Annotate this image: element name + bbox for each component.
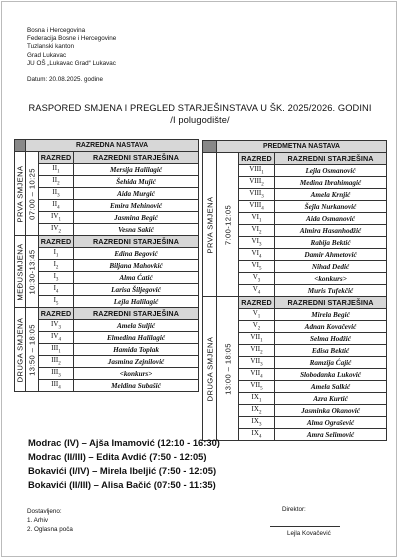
shift-time: 13:00 – 18:05 [223, 342, 232, 395]
distribution-heading: Dostavljeno: [27, 508, 62, 515]
starjesina-name: Jasmina Begić [74, 212, 199, 224]
shift-label: DRUGA SMJENA [15, 317, 25, 382]
shift-time: 7:00-12:05 [223, 204, 232, 245]
satellite-school-line: Bokavići (I/IV) – Mirela Ibeljić (7:50 - 12:05) [28, 465, 217, 476]
razred-cell: $IX_4$ [239, 429, 275, 441]
razred-cell: $II_3$ [39, 188, 74, 200]
shift-time: 10:30-13:45 [27, 249, 37, 294]
starjesina-name: Alma Ograšević [275, 417, 387, 429]
starjesina-name: Medina Ibrahimagić [275, 177, 387, 189]
distribution-item: 1. Arhiv [27, 516, 48, 524]
starjesina-name: Elmedina Halilagić [74, 332, 199, 344]
column-header-razred: RAZRED [39, 308, 74, 320]
starjesina-name: Meldina Subašić [74, 380, 199, 392]
razred-cell: $II_4$ [39, 200, 74, 212]
satellite-schools-list [28, 436, 220, 492]
starjesina-name: Edina Begović [74, 248, 199, 260]
distribution-item: 2. Oglasna poča [27, 525, 73, 533]
table-row [15, 284, 199, 296]
starjesina-name: Biljana Mahovkić [74, 260, 199, 272]
distribution-list [27, 508, 73, 534]
column-header-razred: RAZRED [239, 153, 275, 165]
letterhead [27, 27, 116, 68]
table-row [15, 260, 199, 272]
razred-cell: $III_2$ [39, 356, 74, 368]
starjesina-name: <konkurs> [74, 368, 199, 380]
table-row [15, 188, 199, 200]
razred-cell: $VII_1$ [239, 333, 275, 345]
starjesina-name: Amra Selimović [275, 429, 387, 441]
table-row [15, 212, 199, 224]
starjesina-name: Mirela Begić [275, 309, 387, 321]
starjesina-name: <konkurs> [275, 273, 387, 285]
shift-time-cell [26, 152, 39, 236]
razred-cell: $II_1$ [39, 164, 74, 176]
title-line-2: /I polugodište/ [170, 115, 230, 125]
starjesina-name: Mersija Halilagić [74, 164, 199, 176]
razred-cell: $VIII_4$ [239, 201, 275, 213]
starjesina-name: Ramzija Ćajić [275, 357, 387, 369]
shift-time-cell [26, 236, 39, 308]
satellite-school-line: Modrac (IV) – Ajša Imamović (12:10 - 16:30) [28, 437, 220, 448]
razred-cell: $VI_1$ [239, 213, 275, 225]
letterhead-line: Tuzlanski kanton [27, 43, 75, 51]
director-name: Lejla Kovačević [287, 530, 331, 537]
razred-cell: $VI_3$ [239, 237, 275, 249]
razred-cell: $VI_5$ [239, 261, 275, 273]
letterhead-line: Federacija Bosne i Hercegovine [27, 35, 117, 43]
razred-cell: $VI_4$ [239, 249, 275, 261]
razred-cell: $I_4$ [39, 284, 74, 296]
razred-cell: $III_4$ [39, 380, 74, 392]
starjesina-name: Lejla Halilagić [74, 296, 199, 308]
razred-cell: $V_2$ [239, 321, 275, 333]
signature-line [270, 526, 340, 527]
table-row [15, 248, 199, 260]
column-header-razred: RAZRED [39, 236, 74, 248]
starjesina-name: Almira Hasanhodžić [275, 225, 387, 237]
razred-cell: $IV_4$ [39, 332, 74, 344]
starjesina-name: Emira Mehinović [74, 200, 199, 212]
table-row [15, 368, 199, 380]
shift-time-cell [26, 308, 39, 392]
shift-label: DRUGA SMJENA [205, 336, 214, 401]
razred-cell: $IV_2$ [39, 224, 74, 236]
shift-time: 07:00 – 10:25 [27, 167, 37, 220]
shift-label-cell [15, 236, 26, 308]
letterhead-line: JU OŠ „Lukavac Grad“ Lukavac [27, 59, 116, 67]
razred-cell: $IX_2$ [239, 405, 275, 417]
razred-cell: $IX_3$ [239, 417, 275, 429]
document-title [0, 102, 400, 126]
razred-cell: $IV_3$ [39, 320, 74, 332]
table-row [15, 164, 199, 176]
razred-cell: $III_3$ [39, 368, 74, 380]
razred-cell: $VIII_3$ [239, 189, 275, 201]
header-filler [203, 141, 217, 153]
predmetna-nastava-table [202, 140, 387, 441]
shift-label-cell [203, 153, 217, 297]
starjesina-name: Lejla Osmanović [275, 165, 387, 177]
starjesina-name: Šejla Nurkanović [275, 201, 387, 213]
razred-cell: $VII_3$ [239, 357, 275, 369]
starjesina-name: Azra Kurtić [275, 393, 387, 405]
table-row [15, 344, 199, 356]
starjesina-name: Hamida Toplak [74, 344, 199, 356]
razred-cell: $IX_1$ [239, 393, 275, 405]
razred-cell: $II_2$ [39, 176, 74, 188]
section-heading: RAZREDNA NASTAVA [26, 140, 199, 152]
satellite-school-line: Modrac (II/III) – Edita Avdić (7:50 - 12:05) [28, 451, 207, 462]
shift-label-cell [15, 152, 26, 236]
table-row [15, 224, 199, 236]
column-header-razred: RAZRED [239, 297, 275, 309]
starjesina-name: Šehida Mujić [74, 176, 199, 188]
starjesina-name: Adnan Kovačević [275, 321, 387, 333]
table-row [15, 200, 199, 212]
starjesina-name: Muris Tufekčić [275, 285, 387, 297]
starjesina-name: Alma Ćatić [74, 272, 199, 284]
letterhead-line: Grad Lukavac [27, 51, 67, 59]
shift-label-cell [203, 297, 217, 441]
shift-time-cell [217, 153, 239, 297]
column-header-razred: RAZRED [39, 152, 74, 164]
shift-time-cell [217, 297, 239, 441]
section-heading: PREDMETNA NASTAVA [217, 141, 387, 153]
razred-cell: $IV_1$ [39, 212, 74, 224]
satellite-school-line: Bokavići (II/III) – Alisa Bačić (07:50 - 11:35) [28, 479, 216, 490]
title-line-1: RASPORED SMJENA I PREGLED STARJEŠINSTAVA U ŠK. 2025/2026. GODINI [28, 103, 372, 113]
starjesina-name: Damir Ahmetović [275, 249, 387, 261]
starjesina-name: Slobodanka Luković [275, 369, 387, 381]
starjesina-name: Vesna Sakić [74, 224, 199, 236]
letterhead-line: Bosna i Hercegovina [27, 27, 86, 34]
razred-cell: $V_4$ [239, 285, 275, 297]
shift-time: 13:50 – 18:05 [27, 323, 37, 376]
table-row [15, 356, 199, 368]
razred-cell: $I_3$ [39, 272, 74, 284]
starjesina-name: Jasmina Zejnilović [74, 356, 199, 368]
table-row [15, 320, 199, 332]
document-date: Datum: 20.08.2025. godine [27, 76, 103, 83]
starjesina-name: Rabija Bektić [275, 237, 387, 249]
razred-cell: $VIII_2$ [239, 177, 275, 189]
razred-cell: $VII_2$ [239, 345, 275, 357]
starjesina-name: Selma Hodžić [275, 333, 387, 345]
shift-label: PRVA SMJENA [15, 165, 25, 222]
razred-cell: $I_2$ [39, 260, 74, 272]
razred-cell: $VII_5$ [239, 381, 275, 393]
column-header-starjesina: RAZREDNI STARJEŠINA [74, 308, 199, 320]
table-row [15, 332, 199, 344]
starjesina-name: Jasminka Okanović [275, 405, 387, 417]
razred-cell: $VII_4$ [239, 369, 275, 381]
shift-label: MEĐUSMJENA [15, 242, 25, 301]
column-header-starjesina: RAZREDNI STARJEŠINA [74, 152, 199, 164]
column-header-starjesina: RAZREDNI STARJEŠINA [74, 236, 199, 248]
starjesina-name: Amela Salkić [275, 381, 387, 393]
starjesina-name: Amela Suljić [74, 320, 199, 332]
table-row [15, 380, 199, 392]
razred-cell: $III_1$ [39, 344, 74, 356]
razred-cell: $V_1$ [239, 309, 275, 321]
table-row [15, 176, 199, 188]
starjesina-name: Edisa Bektić [275, 345, 387, 357]
razred-cell: $VI_2$ [239, 225, 275, 237]
starjesina-name: Aida Murgić [74, 188, 199, 200]
header-filler [15, 140, 26, 152]
razredna-nastava-table [14, 139, 199, 392]
table-row [15, 272, 199, 284]
column-header-starjesina: RAZREDNI STARJEŠINA [275, 297, 387, 309]
director-label: Direktor: [282, 506, 306, 513]
shift-label-cell [15, 308, 26, 392]
starjesina-name: Larisa Šiljegović [74, 284, 199, 296]
column-header-starjesina: RAZREDNI STARJEŠINA [275, 153, 387, 165]
starjesina-name: Nihad Dedić [275, 261, 387, 273]
table-row [15, 296, 199, 308]
razred-cell: $I_5$ [39, 296, 74, 308]
shift-label: PRVA SMJENA [205, 196, 214, 253]
starjesina-name: Aida Osmanović [275, 213, 387, 225]
razred-cell: $VIII_1$ [239, 165, 275, 177]
starjesina-name: Amela Krnjić [275, 189, 387, 201]
razred-cell: $V_3$ [239, 273, 275, 285]
razred-cell: $I_1$ [39, 248, 74, 260]
